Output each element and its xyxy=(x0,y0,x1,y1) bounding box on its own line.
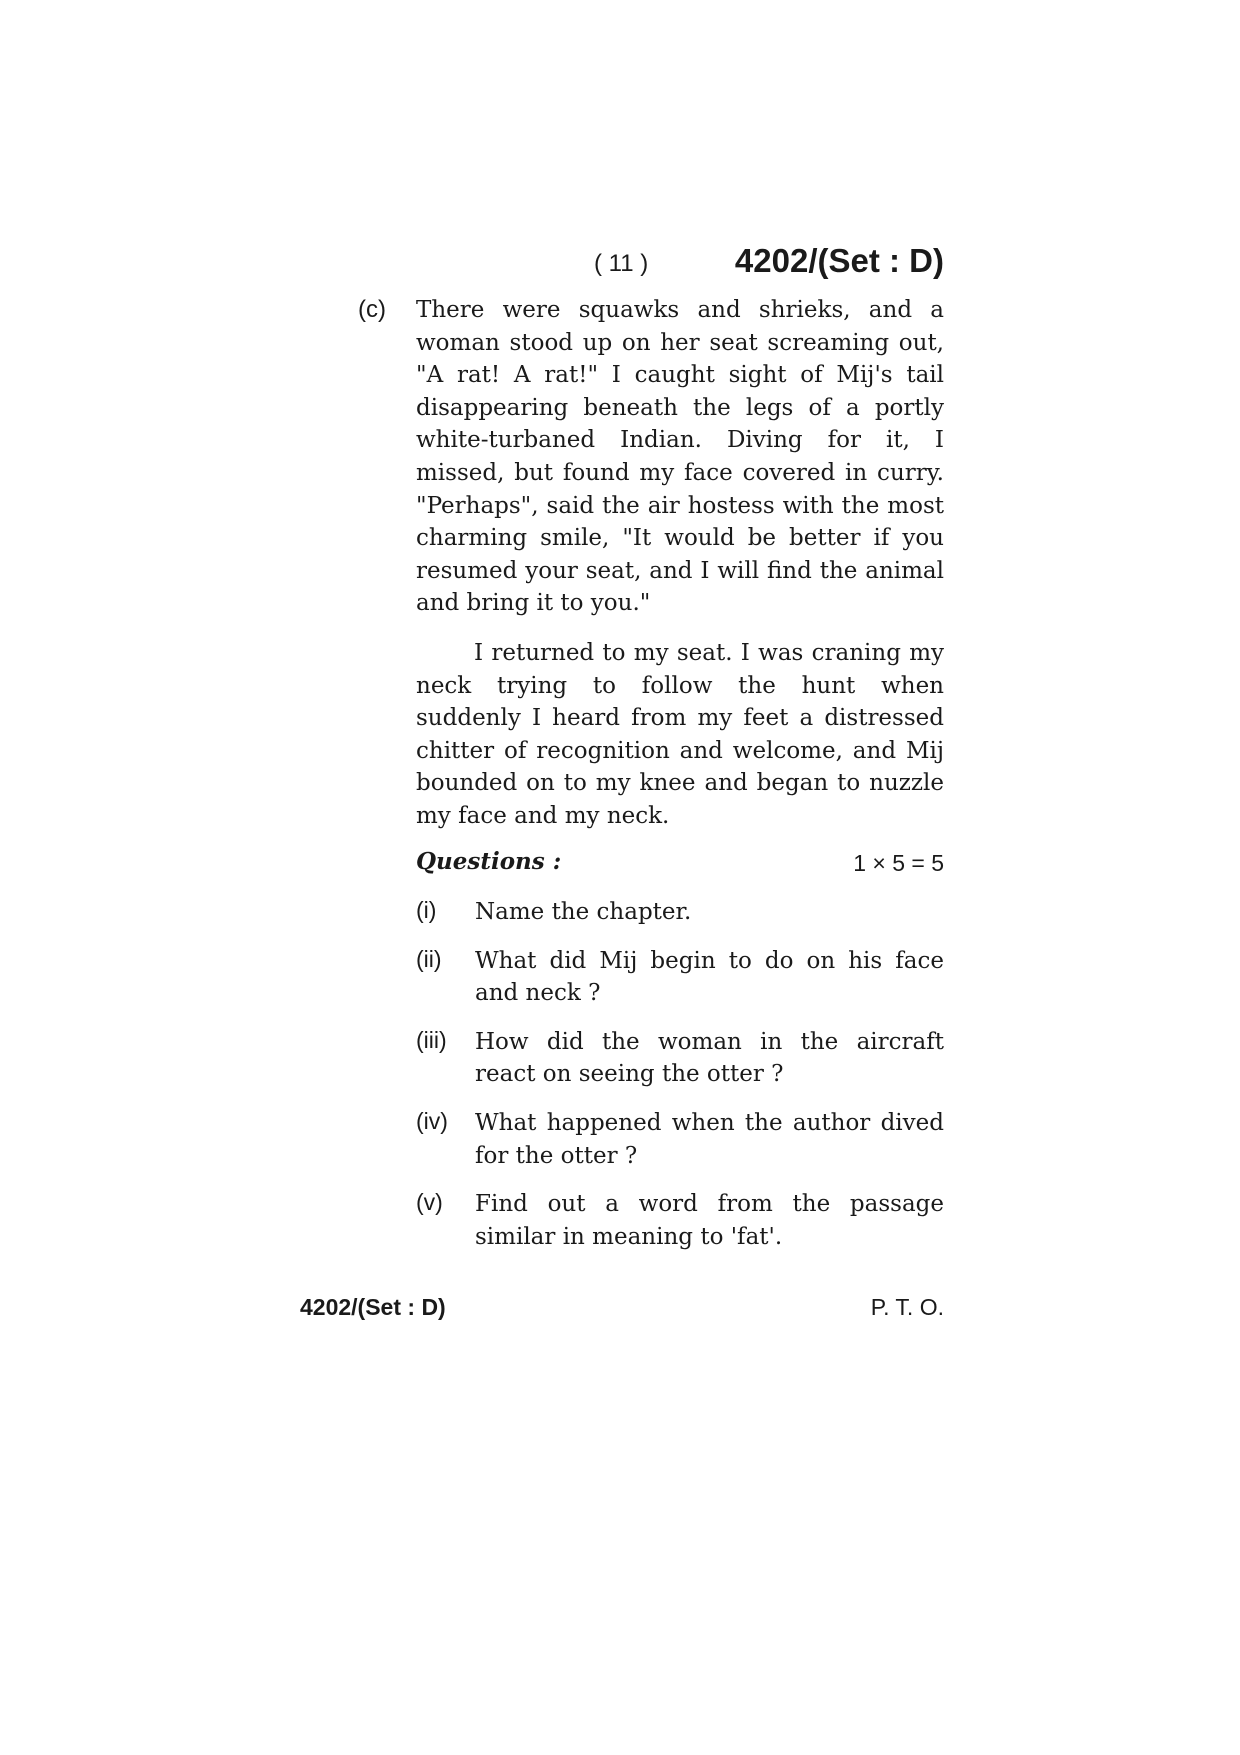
set-code-header: 4202/(Set : D) xyxy=(734,242,944,279)
section-label: (c) xyxy=(358,296,386,323)
marks-allocation: 1 × 5 = 5 xyxy=(853,850,944,876)
question-item xyxy=(416,1026,944,1091)
question-number: (iii) xyxy=(416,1026,447,1053)
question-item xyxy=(416,1107,944,1172)
question-item xyxy=(416,896,944,929)
passage xyxy=(416,294,944,833)
question-item xyxy=(416,1188,944,1253)
passage-paragraph-1: There were squawks and shrieks, and a woman stood up on her seat screaming out, "A rat! A rat!" I caught sight of Mij's tail disappearing beneath the legs of a portly white-turbaned Indian. Diving for it, I missed, but found my face covered in curry. "Perhaps", said the air hostess with the most charming smile, "It would be better if you resumed your seat, and I will find the animal and bring it to you." xyxy=(416,297,944,617)
question-text: Name the chapter. xyxy=(475,899,692,925)
question-number: (ii) xyxy=(416,945,442,972)
question-text: What happened when the author dived for the otter ? xyxy=(475,1109,944,1169)
question-number: (v) xyxy=(416,1189,443,1216)
question-text: Find out a word from the passage similar in meaning to 'fat'. xyxy=(475,1191,944,1250)
question-text: How did the woman in the aircraft react on seeing the otter ? xyxy=(475,1028,944,1088)
question-item xyxy=(416,945,944,1010)
pto-label: P. T. O. xyxy=(870,1294,944,1320)
page-number: ( 11 ) xyxy=(594,250,649,277)
question-text: What did Mij begin to do on his face and neck ? xyxy=(475,947,944,1007)
passage-paragraph-2: I returned to my seat. I was craning my neck trying to follow the hunt when suddenly I heard from my feet a distressed chitter of recognition and welcome, and Mij bounded on to my knee and began to nuzzle my face and my neck. xyxy=(416,639,944,829)
question-list xyxy=(416,896,944,1269)
questions-title: Questions : xyxy=(416,848,562,875)
question-number: (iv) xyxy=(416,1107,448,1134)
question-number: (i) xyxy=(416,897,437,923)
questions-header xyxy=(416,848,944,882)
set-code-footer: 4202/(Set : D) xyxy=(300,1294,446,1320)
